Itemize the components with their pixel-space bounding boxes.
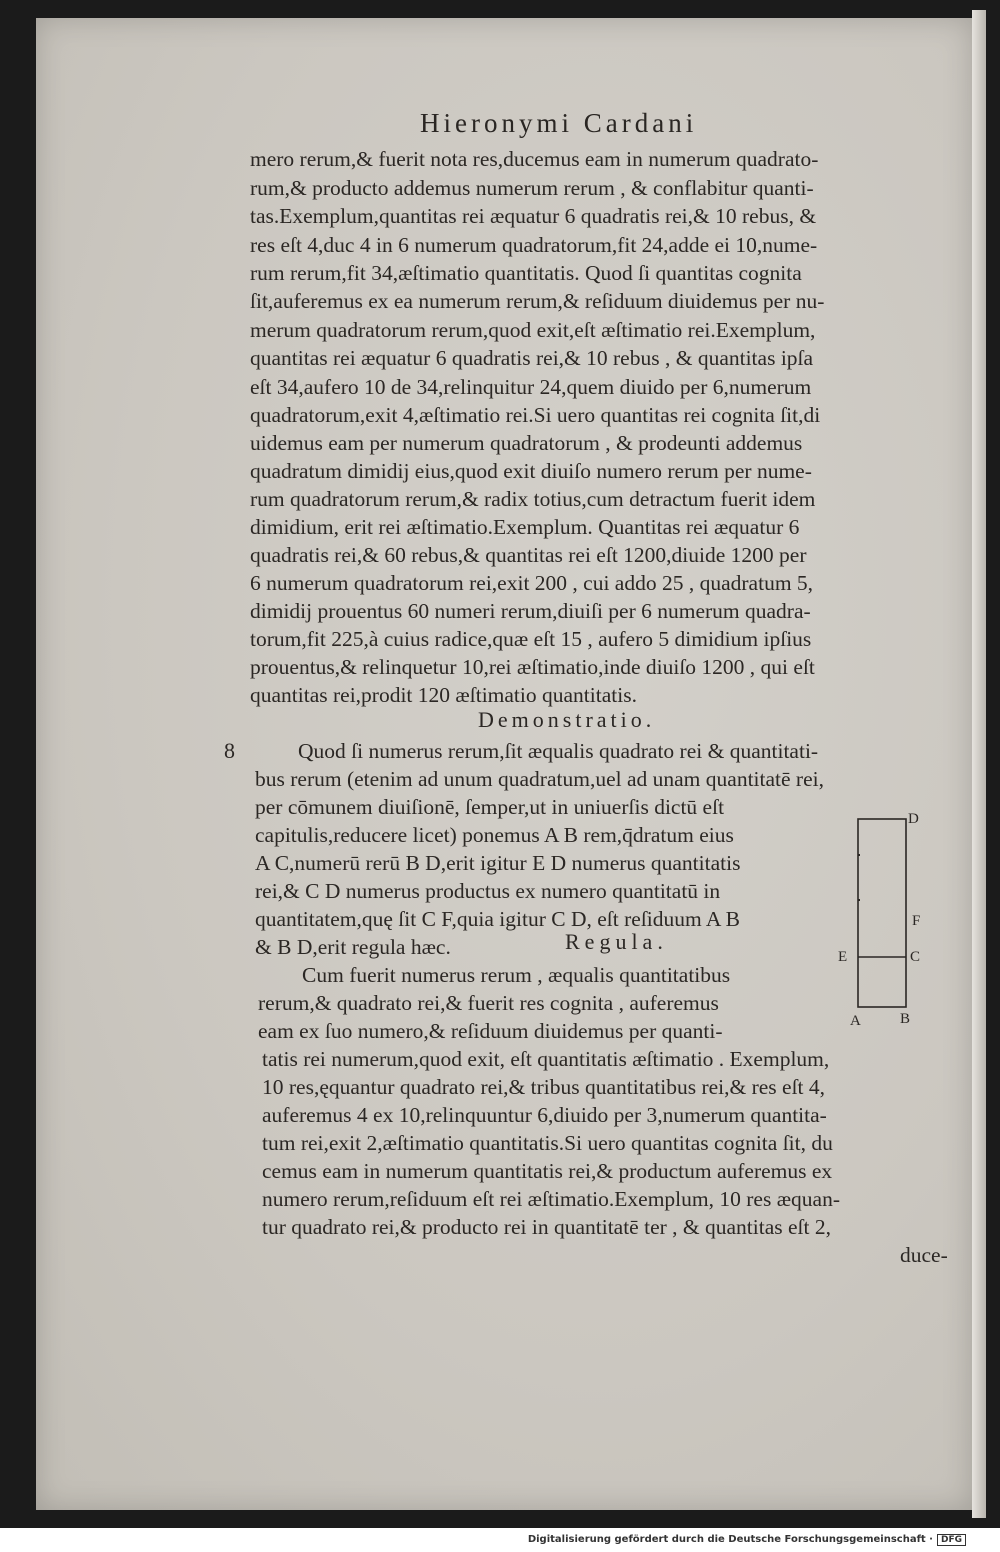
text-line: uidemus eam per numerum quadratorum , & prodeunti addemus <box>250 431 803 455</box>
text-line: tas.Exemplum,quantitas rei æquatur 6 quadratis rei,& 10 rebus, & <box>250 204 817 228</box>
rule-line: numero rerum,reſiduum eſt rei æſtimatio.Exemplum, 10 res æquan- <box>262 1187 840 1211</box>
diagram-label-d: D <box>908 811 919 827</box>
rule-line: rerum,& quadrato rei,& fuerit res cognita , auferemus <box>258 991 719 1015</box>
text-line: res eſt 4,duc 4 in 6 numerum quadratorum,fit 24,adde ei 10,nume- <box>250 233 818 257</box>
demo-line: & B D,erit regula hæc. <box>255 935 451 959</box>
rule-line: duce- <box>900 1243 948 1267</box>
text-line: rum rerum,fit 34,æſtimatio quantitatis. Quod ſi quantitas cognita <box>250 261 802 285</box>
running-head: Hieronymi Cardani <box>420 108 698 138</box>
text-line: prouentus,& relinquetur 10,rei æſtimatio,inde diuiſo 1200 , qui eſt <box>250 655 815 679</box>
text-line: ſit,auferemus ex ea numerum rerum,& reſiduum diuidemus per nu- <box>250 289 825 313</box>
footer-credit-text: Digitalisierung gefördert durch die Deutsche Forschungsgemeinschaft · <box>527 1534 933 1545</box>
text-line: dimidium, erit rei æſtimatio.Exemplum. Quantitas rei æquatur 6 <box>250 515 800 539</box>
demo-line: rei,& C D numerus productus ex numero quantitatū in <box>255 879 721 903</box>
rule-line: eam ex ſuo numero,& reſiduum diuidemus per quanti- <box>258 1019 723 1043</box>
diagram-svg <box>830 805 940 1030</box>
demo-line: Quod ſi numerus rerum,ſit æqualis quadrato rei & quantitati- <box>298 739 819 763</box>
diagram-label-c: C <box>910 949 921 965</box>
demo-line: A C,numerū rerū B D,erit igitur E D numerus quantitatis <box>255 851 741 875</box>
text-line: rum quadratorum rerum,& radix totius,cum detractum fuerit idem <box>250 487 816 511</box>
text-line: torum,fit 225,à cuius radice,quæ eſt 15 , aufero 5 dimidium ipſius <box>250 627 812 651</box>
diagram-label-f: F <box>912 913 921 929</box>
rule-heading: Regula. <box>565 929 668 954</box>
text-line: mero rerum,& fuerit nota res,ducemus eam in numerum quadrato- <box>250 147 819 171</box>
text-line: merum quadratorum rerum,quod exit,eſt æſtimatio rei.Exemplum, <box>250 318 816 342</box>
rule-line: tum rei,exit 2,æſtimatio quantitatis.Si uero quantitas cognita ſit, du <box>262 1131 833 1155</box>
diagram-label-e: E <box>838 949 848 965</box>
demo-line: per cōmunem diuiſionē, ſemper,ut in uniuerſis dictū eſt <box>255 795 725 819</box>
text-line: dimidij prouentus 60 numeri rerum,diuiſi per 6 numerum quadra- <box>250 599 811 623</box>
rule-line: cemus eam in numerum quantitatis rei,& productum auferemus ex <box>262 1159 833 1183</box>
demo-line: quantitatem,quę ſit C F,quia igitur C D, eſt reſiduum A B <box>255 907 740 931</box>
diagram-rectangle <box>858 819 906 1007</box>
rule-line: tatis rei numerum,quod exit, eſt quantitatis æſtimatio . Exemplum, <box>262 1047 830 1071</box>
rule-line: 10 res,ęquantur quadrato rei,& tribus quantitatibus rei,& res eſt 4, <box>262 1075 826 1099</box>
diagram-label-b: B <box>900 1011 911 1027</box>
diagram-label-a: A <box>850 1013 861 1029</box>
text-line: quadratis rei,& 60 rebus,& quantitas rei eſt 1200,diuide 1200 per <box>250 543 807 567</box>
text-line: quantitas rei,prodit 120 æſtimatio quantitatis. <box>250 683 637 707</box>
rule-line: auferemus 4 ex 10,relinquuntur 6,diuido per 3,numerum quantita- <box>262 1103 827 1127</box>
rule-line: Cum fuerit numerus rerum , æqualis quantitatibus <box>302 963 731 987</box>
text-line: quantitas rei æquatur 6 quadratis rei,& 10 rebus , & quantitas ipſa <box>250 346 814 370</box>
text-line: eſt 34,aufero 10 de 34,relinquitur 24,quem diuido per 6,numerum <box>250 375 812 399</box>
demo-line: capitulis,reducere licet) ponemus A B rem,q̄dratum eius <box>255 823 734 847</box>
section-heading: Demonstratio. <box>478 707 656 732</box>
rule-line: tur quadrato rei,& producto rei in quantitatē ter , & quantitas eſt 2, <box>262 1215 831 1239</box>
dfg-logo: DFG <box>937 1534 966 1546</box>
footer-credit <box>528 1534 966 1546</box>
page-edge <box>972 10 986 1518</box>
text-line: rum,& producto addemus numerum rerum , & conflabitur quanti- <box>250 176 814 200</box>
text-line: quadratum dimidij eius,quod exit diuiſo numero rerum per nume- <box>250 459 812 483</box>
demo-line: bus rerum (etenim ad unum quadratum,uel ad unam quantitatē rei, <box>255 767 824 791</box>
geometric-diagram <box>830 805 940 1030</box>
text-line: 6 numerum quadratorum rei,exit 200 , cui addo 25 , quadratum 5, <box>250 571 814 595</box>
margin-number: 8 <box>224 738 235 763</box>
text-line: quadratorum,exit 4,æſtimatio rei.Si uero quantitas rei cognita ſit,di <box>250 403 821 427</box>
